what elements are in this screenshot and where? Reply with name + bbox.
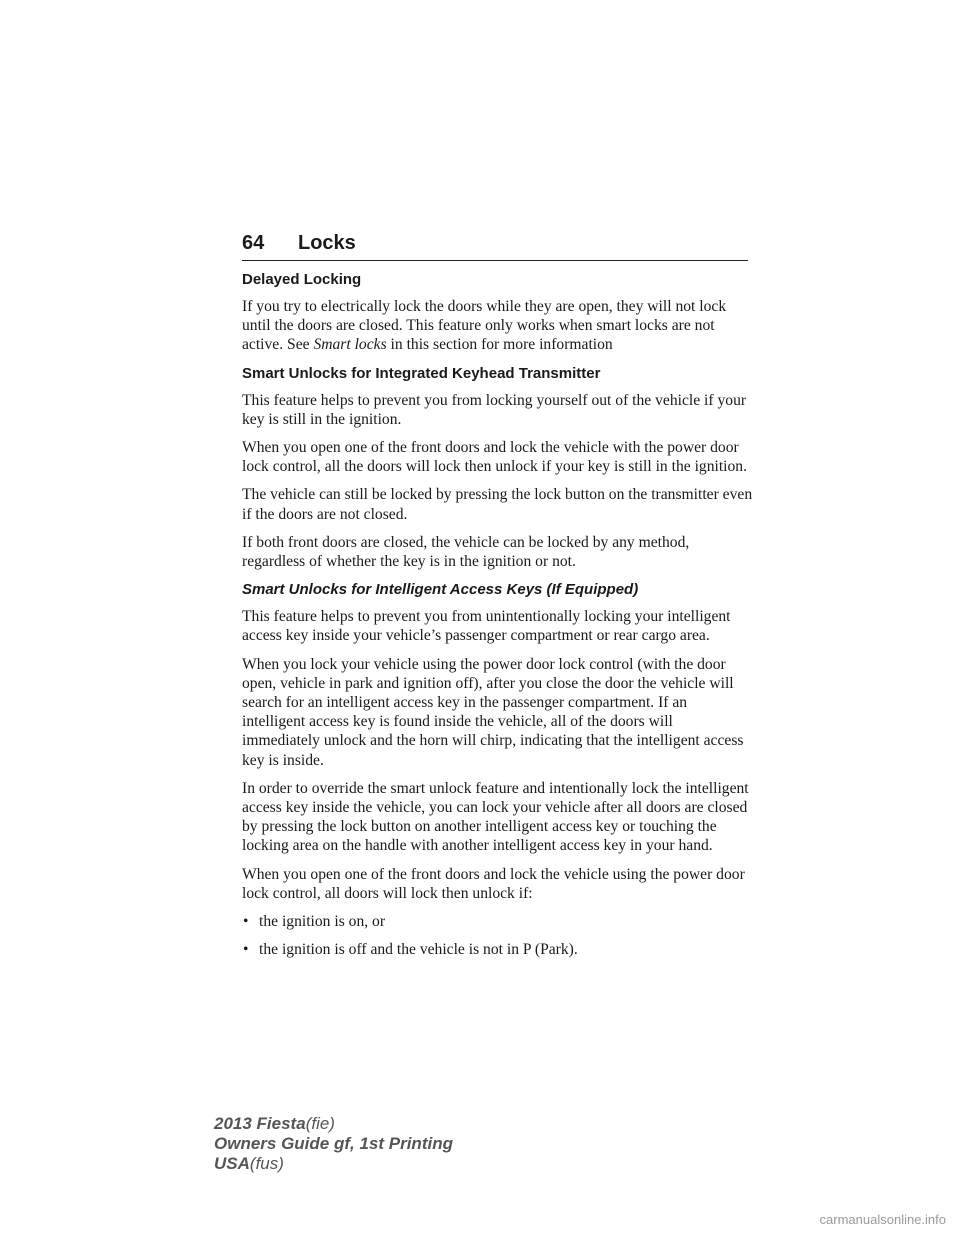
delayed-locking-heading: Delayed Locking <box>242 271 362 288</box>
iak-paragraph: In order to override the smart unlock feature and intentionally lock the intelligent access key inside the vehicle, you can lock your vehicle after all doors are closed by pressing the lock button on another intelligent access key or touching the locking area on the handle with another intelligent access key in your hand. <box>242 779 749 855</box>
section-title: Locks <box>298 232 356 254</box>
keyhead-paragraph: When you open one of the front doors and lock the vehicle with the power door lock control, all the doors will lock then unlock if your key is still in the ignition. <box>242 439 747 476</box>
paragraph-text: If you try to electrically lock the doors while they are open, they will not lock until the doors are closed. This feature only works when smart locks are not active. See <box>242 298 727 354</box>
smart-unlocks-iak-heading: Smart Unlocks for Intelligent Access Keys (If Equipped) <box>242 581 639 599</box>
iak-paragraph: This feature helps to prevent you from unintentionally locking your intelligent access key inside your vehicle’s passenger compartment or rear cargo area. <box>242 608 731 645</box>
condition-list <box>242 912 754 959</box>
paragraph-text: in this section for more information <box>386 336 613 354</box>
delayed-locking-paragraph <box>242 297 754 355</box>
list-item-text: the ignition is on, or <box>259 913 386 931</box>
footer-model: 2013 Fiesta <box>214 1114 306 1133</box>
footer-line <box>214 1154 453 1174</box>
iak-paragraph: When you open one of the front doors and lock the vehicle using the power door lock control, all doors will lock then unlock if: <box>242 865 745 902</box>
keyhead-paragraph: If both front doors are closed, the vehicle can be locked by any method, regardless of whether the key is in the ignition or not. <box>242 533 690 571</box>
page-number: 64 <box>242 232 265 254</box>
list-item <box>242 940 754 959</box>
footer-market: USA <box>214 1154 250 1173</box>
list-item <box>242 912 754 931</box>
footer-line: Owners Guide gf, 1st Printing <box>214 1134 453 1153</box>
list-item-text: the ignition is off and the vehicle is not in P (Park). <box>259 941 578 959</box>
bullet-icon: • <box>243 913 249 931</box>
footer-market-code: (fus) <box>249 1154 284 1173</box>
page-content <box>242 270 754 968</box>
site-watermark: carmanualsonline.info <box>819 1212 946 1227</box>
keyhead-paragraph: This feature helps to prevent you from locking yourself out of the vehicle if your key is still in the ignition. <box>242 391 747 428</box>
print-footer <box>214 1114 453 1174</box>
keyhead-paragraph: The vehicle can still be locked by pressing the lock button on the transmitter even if the doors are not closed. <box>242 486 753 523</box>
footer-line <box>214 1114 453 1134</box>
footer-model-code: (fie) <box>305 1114 335 1133</box>
smart-unlocks-keyhead-heading: Smart Unlocks for Integrated Keyhead Transmitter <box>242 364 601 382</box>
smart-locks-reference: Smart locks <box>313 336 387 354</box>
iak-paragraph: When you lock your vehicle using the power door lock control (with the door open, vehicle in park and ignition off), after you close the door the vehicle will search for an intelligent access key in the passenger compartment. If an intelligent access key is found inside the vehicle, all of the doors will immediately unlock and the horn will chirp, indicating that the intelligent access key is inside. <box>242 655 744 769</box>
bullet-icon: • <box>243 941 249 959</box>
page-header <box>242 228 748 261</box>
